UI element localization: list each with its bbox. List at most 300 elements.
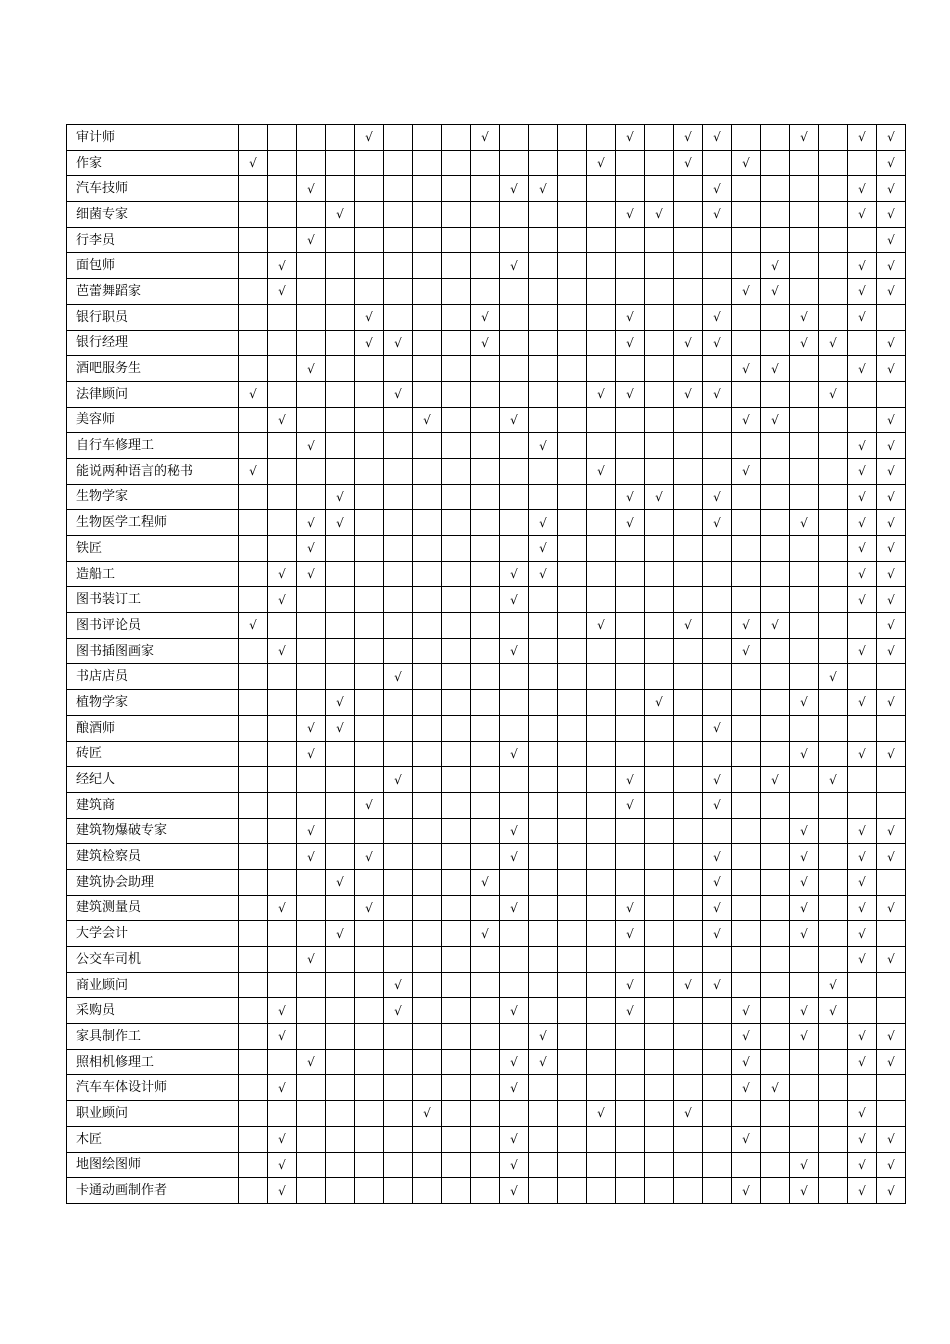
- occupation-name: 采购员: [67, 998, 239, 1024]
- occupation-name: 图书评论员: [67, 613, 239, 639]
- check-cell: √: [819, 664, 848, 690]
- check-cell: [529, 381, 558, 407]
- check-cell: [326, 664, 355, 690]
- check-cell: [326, 767, 355, 793]
- check-cell: [442, 638, 471, 664]
- check-cell: √: [326, 202, 355, 228]
- check-cell: [355, 510, 384, 536]
- table-row: [67, 664, 906, 690]
- check-cell: [558, 767, 587, 793]
- check-cell: √: [790, 125, 819, 151]
- check-cell: [413, 1024, 442, 1050]
- check-cell: [500, 536, 529, 562]
- occupation-name: 行李员: [67, 227, 239, 253]
- check-cell: [413, 869, 442, 895]
- check-cell: √: [500, 895, 529, 921]
- check-cell: [674, 587, 703, 613]
- occupation-name: 卡通动画制作者: [67, 1178, 239, 1204]
- check-cell: [297, 125, 326, 151]
- check-cell: √: [645, 202, 674, 228]
- check-cell: [471, 1024, 500, 1050]
- table-body: [67, 125, 906, 1204]
- check-cell: [732, 818, 761, 844]
- check-cell: [761, 690, 790, 716]
- check-cell: [645, 227, 674, 253]
- check-cell: [471, 227, 500, 253]
- check-cell: [819, 1178, 848, 1204]
- table-row: [67, 458, 906, 484]
- table-row: [67, 818, 906, 844]
- check-cell: [471, 279, 500, 305]
- check-cell: [355, 407, 384, 433]
- check-cell: [297, 458, 326, 484]
- check-cell: √: [326, 715, 355, 741]
- check-cell: [761, 1178, 790, 1204]
- check-cell: [355, 947, 384, 973]
- check-cell: [471, 176, 500, 202]
- check-cell: [268, 202, 297, 228]
- check-cell: [500, 869, 529, 895]
- check-cell: [732, 330, 761, 356]
- check-cell: [442, 176, 471, 202]
- occupation-name: 大学会计: [67, 921, 239, 947]
- occupation-trait-table: [66, 124, 906, 1204]
- check-cell: [413, 613, 442, 639]
- check-cell: [239, 972, 268, 998]
- check-cell: [703, 536, 732, 562]
- check-cell: [442, 407, 471, 433]
- check-cell: [674, 869, 703, 895]
- check-cell: [587, 1075, 616, 1101]
- check-cell: [384, 921, 413, 947]
- check-cell: √: [500, 844, 529, 870]
- check-cell: √: [239, 381, 268, 407]
- check-cell: [239, 664, 268, 690]
- check-cell: √: [848, 947, 877, 973]
- check-cell: √: [500, 561, 529, 587]
- check-cell: [297, 792, 326, 818]
- check-cell: [587, 536, 616, 562]
- check-cell: [558, 536, 587, 562]
- check-cell: [790, 638, 819, 664]
- check-cell: √: [500, 253, 529, 279]
- check-cell: [761, 1024, 790, 1050]
- table-row: [67, 741, 906, 767]
- check-cell: [471, 1152, 500, 1178]
- check-cell: [471, 741, 500, 767]
- check-cell: [384, 613, 413, 639]
- check-cell: [877, 998, 906, 1024]
- check-cell: [587, 792, 616, 818]
- check-cell: √: [384, 767, 413, 793]
- check-cell: [268, 715, 297, 741]
- check-cell: [703, 227, 732, 253]
- check-cell: [529, 869, 558, 895]
- check-cell: [413, 150, 442, 176]
- check-cell: [645, 407, 674, 433]
- check-cell: √: [877, 638, 906, 664]
- table-row: [67, 536, 906, 562]
- check-cell: [587, 510, 616, 536]
- check-cell: √: [587, 150, 616, 176]
- check-cell: [442, 279, 471, 305]
- check-cell: [442, 947, 471, 973]
- check-cell: [645, 1126, 674, 1152]
- check-cell: [297, 279, 326, 305]
- check-cell: [558, 998, 587, 1024]
- check-cell: [819, 304, 848, 330]
- check-cell: [442, 998, 471, 1024]
- check-cell: [674, 433, 703, 459]
- check-cell: [616, 818, 645, 844]
- check-cell: [326, 1101, 355, 1127]
- check-cell: [761, 304, 790, 330]
- check-cell: [558, 407, 587, 433]
- check-cell: √: [877, 1152, 906, 1178]
- check-cell: [877, 304, 906, 330]
- occupation-name: 建筑协会助理: [67, 869, 239, 895]
- check-cell: [819, 150, 848, 176]
- check-cell: [471, 715, 500, 741]
- check-cell: [413, 844, 442, 870]
- check-cell: [877, 1075, 906, 1101]
- check-cell: [326, 125, 355, 151]
- check-cell: [355, 433, 384, 459]
- check-cell: √: [703, 767, 732, 793]
- table-row: [67, 1152, 906, 1178]
- check-cell: [268, 613, 297, 639]
- check-cell: √: [790, 869, 819, 895]
- check-cell: [471, 638, 500, 664]
- check-cell: √: [355, 844, 384, 870]
- check-cell: [616, 1049, 645, 1075]
- occupation-name: 银行经理: [67, 330, 239, 356]
- check-cell: [703, 587, 732, 613]
- check-cell: √: [848, 536, 877, 562]
- check-cell: [413, 921, 442, 947]
- check-cell: [384, 1101, 413, 1127]
- check-cell: [413, 458, 442, 484]
- check-cell: [529, 818, 558, 844]
- check-cell: √: [587, 458, 616, 484]
- check-cell: √: [268, 561, 297, 587]
- check-cell: [732, 690, 761, 716]
- occupation-name: 建筑物爆破专家: [67, 818, 239, 844]
- check-cell: √: [703, 869, 732, 895]
- check-cell: [268, 844, 297, 870]
- check-cell: √: [297, 176, 326, 202]
- check-cell: √: [877, 407, 906, 433]
- check-cell: [732, 741, 761, 767]
- check-cell: √: [877, 150, 906, 176]
- check-cell: [558, 150, 587, 176]
- check-cell: √: [790, 1024, 819, 1050]
- check-cell: [645, 844, 674, 870]
- check-cell: [732, 792, 761, 818]
- check-cell: √: [587, 381, 616, 407]
- check-cell: [558, 458, 587, 484]
- check-cell: [442, 1024, 471, 1050]
- check-cell: [442, 1178, 471, 1204]
- check-cell: [326, 458, 355, 484]
- check-cell: [587, 767, 616, 793]
- check-cell: [877, 792, 906, 818]
- check-cell: [239, 330, 268, 356]
- check-cell: [703, 664, 732, 690]
- check-cell: √: [703, 844, 732, 870]
- check-cell: [529, 330, 558, 356]
- check-cell: [268, 869, 297, 895]
- check-cell: [558, 1178, 587, 1204]
- check-cell: [558, 1101, 587, 1127]
- check-cell: [297, 1101, 326, 1127]
- check-cell: √: [877, 253, 906, 279]
- table-row: [67, 227, 906, 253]
- check-cell: [616, 587, 645, 613]
- check-cell: [558, 433, 587, 459]
- check-cell: [442, 202, 471, 228]
- check-cell: [790, 1049, 819, 1075]
- check-cell: [471, 664, 500, 690]
- check-cell: [674, 844, 703, 870]
- check-cell: [500, 715, 529, 741]
- check-cell: [616, 1075, 645, 1101]
- check-cell: [790, 381, 819, 407]
- check-cell: [558, 844, 587, 870]
- check-cell: [384, 1024, 413, 1050]
- check-cell: [500, 433, 529, 459]
- check-cell: [674, 304, 703, 330]
- check-cell: [442, 458, 471, 484]
- check-cell: √: [268, 587, 297, 613]
- check-cell: √: [848, 458, 877, 484]
- check-cell: [732, 125, 761, 151]
- check-cell: √: [384, 972, 413, 998]
- check-cell: [355, 690, 384, 716]
- check-cell: [674, 1152, 703, 1178]
- check-cell: [790, 458, 819, 484]
- check-cell: [877, 972, 906, 998]
- check-cell: [500, 510, 529, 536]
- check-cell: [732, 561, 761, 587]
- check-cell: [529, 741, 558, 767]
- check-cell: [471, 433, 500, 459]
- check-cell: [558, 561, 587, 587]
- check-cell: [732, 921, 761, 947]
- check-cell: [529, 202, 558, 228]
- check-cell: √: [297, 561, 326, 587]
- table-row: [67, 792, 906, 818]
- check-cell: [297, 304, 326, 330]
- check-cell: √: [326, 921, 355, 947]
- check-cell: [848, 972, 877, 998]
- check-cell: √: [384, 664, 413, 690]
- check-cell: [848, 407, 877, 433]
- check-cell: [413, 304, 442, 330]
- check-cell: √: [500, 998, 529, 1024]
- check-cell: [732, 484, 761, 510]
- check-cell: [674, 484, 703, 510]
- check-cell: [326, 1152, 355, 1178]
- check-cell: [587, 1024, 616, 1050]
- table-row: [67, 895, 906, 921]
- check-cell: √: [384, 381, 413, 407]
- check-cell: [761, 972, 790, 998]
- check-cell: [355, 536, 384, 562]
- check-cell: [558, 638, 587, 664]
- check-cell: √: [732, 1178, 761, 1204]
- occupation-name: 家具制作工: [67, 1024, 239, 1050]
- table-row: [67, 587, 906, 613]
- check-cell: [413, 1075, 442, 1101]
- check-cell: [674, 176, 703, 202]
- check-cell: [529, 125, 558, 151]
- check-cell: √: [848, 125, 877, 151]
- check-cell: √: [848, 433, 877, 459]
- check-cell: [384, 818, 413, 844]
- check-cell: [326, 433, 355, 459]
- check-cell: [268, 536, 297, 562]
- check-cell: [413, 587, 442, 613]
- check-cell: [645, 330, 674, 356]
- check-cell: [297, 587, 326, 613]
- check-cell: √: [848, 202, 877, 228]
- check-cell: [326, 253, 355, 279]
- check-cell: √: [848, 1101, 877, 1127]
- check-cell: √: [790, 998, 819, 1024]
- check-cell: [471, 1075, 500, 1101]
- check-cell: [268, 818, 297, 844]
- check-cell: √: [761, 613, 790, 639]
- check-cell: [674, 792, 703, 818]
- table-row: [67, 972, 906, 998]
- check-cell: [645, 1152, 674, 1178]
- check-cell: [674, 1049, 703, 1075]
- check-cell: [471, 895, 500, 921]
- check-cell: [355, 1178, 384, 1204]
- check-cell: [761, 869, 790, 895]
- check-cell: √: [268, 1178, 297, 1204]
- check-cell: [645, 818, 674, 844]
- check-cell: [587, 818, 616, 844]
- check-cell: √: [268, 1152, 297, 1178]
- check-cell: [442, 715, 471, 741]
- check-cell: [616, 1024, 645, 1050]
- check-cell: [442, 1075, 471, 1101]
- check-cell: √: [297, 510, 326, 536]
- check-cell: [413, 638, 442, 664]
- check-cell: [761, 664, 790, 690]
- check-cell: √: [529, 1024, 558, 1050]
- table-row: [67, 561, 906, 587]
- check-cell: √: [616, 972, 645, 998]
- check-cell: [761, 484, 790, 510]
- occupation-name: 木匠: [67, 1126, 239, 1152]
- check-cell: √: [848, 1152, 877, 1178]
- check-cell: √: [877, 458, 906, 484]
- check-cell: [471, 561, 500, 587]
- check-cell: √: [703, 202, 732, 228]
- check-cell: [384, 587, 413, 613]
- check-cell: [442, 895, 471, 921]
- check-cell: [558, 356, 587, 382]
- check-cell: √: [761, 767, 790, 793]
- check-cell: [703, 1101, 732, 1127]
- check-cell: √: [674, 613, 703, 639]
- occupation-name: 照相机修理工: [67, 1049, 239, 1075]
- table-row: [67, 715, 906, 741]
- check-cell: [239, 844, 268, 870]
- check-cell: [645, 613, 674, 639]
- check-cell: [413, 998, 442, 1024]
- check-cell: √: [790, 1178, 819, 1204]
- check-cell: √: [848, 818, 877, 844]
- check-cell: √: [239, 613, 268, 639]
- check-cell: [268, 458, 297, 484]
- check-cell: [674, 407, 703, 433]
- check-cell: [413, 1049, 442, 1075]
- check-cell: √: [848, 356, 877, 382]
- check-cell: √: [239, 458, 268, 484]
- table-row: [67, 869, 906, 895]
- check-cell: [471, 356, 500, 382]
- check-cell: [326, 895, 355, 921]
- check-cell: [529, 227, 558, 253]
- check-cell: [326, 587, 355, 613]
- check-cell: √: [268, 998, 297, 1024]
- check-cell: √: [616, 381, 645, 407]
- check-cell: [326, 947, 355, 973]
- check-cell: [587, 125, 616, 151]
- check-cell: [297, 484, 326, 510]
- check-cell: [790, 947, 819, 973]
- check-cell: [442, 381, 471, 407]
- check-cell: [442, 1126, 471, 1152]
- check-cell: [355, 818, 384, 844]
- check-cell: [442, 304, 471, 330]
- check-cell: [442, 1049, 471, 1075]
- check-cell: [877, 1101, 906, 1127]
- check-cell: [355, 921, 384, 947]
- check-cell: √: [877, 202, 906, 228]
- check-cell: √: [529, 510, 558, 536]
- check-cell: [471, 536, 500, 562]
- check-cell: √: [674, 1101, 703, 1127]
- check-cell: √: [674, 330, 703, 356]
- occupation-name: 造船工: [67, 561, 239, 587]
- check-cell: [558, 792, 587, 818]
- check-cell: √: [848, 869, 877, 895]
- check-cell: [703, 458, 732, 484]
- check-cell: [355, 1152, 384, 1178]
- check-cell: [442, 227, 471, 253]
- occupation-name: 建筑测量员: [67, 895, 239, 921]
- check-cell: [761, 792, 790, 818]
- occupation-name: 能说两种语言的秘书: [67, 458, 239, 484]
- check-cell: √: [616, 330, 645, 356]
- check-cell: [645, 1178, 674, 1204]
- check-cell: [790, 664, 819, 690]
- check-cell: [413, 1126, 442, 1152]
- check-cell: [297, 664, 326, 690]
- check-cell: √: [848, 510, 877, 536]
- check-cell: √: [790, 895, 819, 921]
- check-cell: [674, 715, 703, 741]
- check-cell: [761, 510, 790, 536]
- check-cell: [558, 947, 587, 973]
- occupation-name: 自行车修理工: [67, 433, 239, 459]
- check-cell: √: [819, 972, 848, 998]
